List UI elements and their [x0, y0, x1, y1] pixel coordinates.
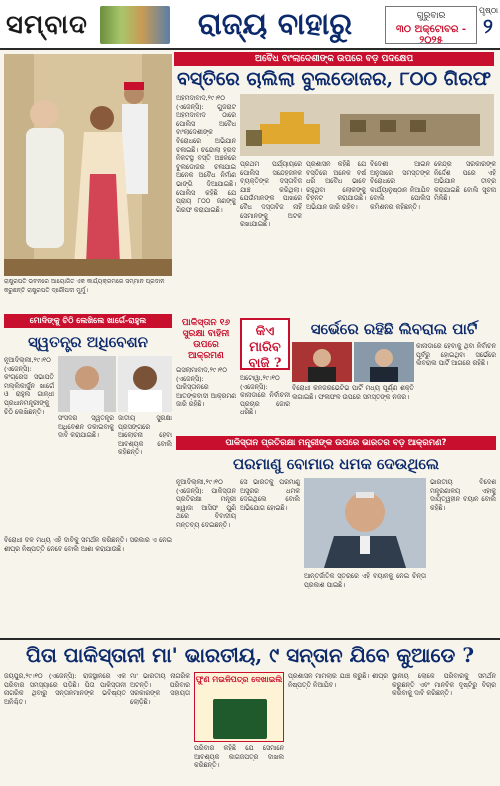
rahul-photo[interactable]	[58, 356, 116, 412]
lead-photo[interactable]	[4, 54, 172, 276]
liberal-photo-1[interactable]	[292, 342, 352, 382]
liberal-photo-2[interactable]	[354, 342, 414, 382]
lead-column-e: କେନ୍ଦ୍ର ସରକାରଙ୍କ ନିର୍ଦ୍ଦେଶ ପରେ ଏହି ଅଭିଯାନ ତୀବ୍ର କରାଯାଇଛି ବୋଲି ସୂଚନା ମିଳିଛି।	[434, 160, 496, 203]
who-will-win-box	[240, 318, 290, 370]
lead-column-b: ପ୍ରଥମ ପର୍ଯ୍ୟାୟରେ ପୋଲିସ ସନ୍ଦେହଜନକ ବ୍ୟକ୍ତିଙ୍କ ଦସ୍ତାବିଜ ଯାଞ୍ଚ କରିଥିଲା। ଯେଉଁମାନଙ୍କ ପାଖରେ ବୈଧ ଦସ୍ତାବିଜ ନାହିଁ ସେମାନଙ୍କୁ ଅଟକ ରଖାଯାଇଛି।	[240, 160, 302, 229]
modi-column-3: ଜାତୀୟ ସୁରକ୍ଷା ପ୍ରସଙ୍ଗରେ ଆଲୋଚନା ହେବା ଆବଶ୍ୟକ ବୋଲି କହିଛନ୍ତି।	[118, 414, 172, 457]
bottom-column-5: ସ୍ଥାନୀୟ ଲୋକେ ପରିବାରକୁ ସମର୍ଥନ କରୁଛନ୍ତି ଏବଂ ମାନବିକ ଦୃଷ୍ଟିରୁ ବିଚାର କରିବାକୁ ଦାବି କରିଛନ୍ତି।	[392, 672, 496, 698]
modi-column-4: ବିରୋଧୀ ଦଳ ମଧ୍ୟ ଏହି ଦାବିକୁ ସମର୍ଥନ କରିଛନ୍ତି। ସରକାର ଏ ନେଇ ଶୀଘ୍ର ନିଷ୍ପତ୍ତି ନେବେ ବୋଲି ଆଶା କରାଯାଉଛି।	[4, 536, 172, 553]
liberal-column-f: କାନାଡାରେ ହେବାକୁ ଥିବା ନିର୍ବାଚନ ପୂର୍ବରୁ ହୋଇଥିବା ସର୍ଭେରେ ଲିବରାଲ ପାର୍ଟି ଆଗରେ ରହିଛି।	[416, 342, 496, 368]
bottom-column-2: ମା' ଭାରତୀୟ ନାଗରିକ ଅଟନ୍ତି। ପରିବାର ସରକାରଙ୍କ ସହାୟତା ଲୋଡ଼ିଛି।	[130, 672, 190, 706]
lead-headline[interactable]: ବସ୍ତିରେ ଚାଲିଲା ବୁଲଡୋଜର, ୮୦୦ ଗିରଫ	[176, 68, 492, 90]
nuke-kicker: ପାକିସ୍ତାନ ପ୍ରତିରକ୍ଷା ମନ୍ତ୍ରୀଙ୍କ ଉପରେ ଭାରତର ବଡ଼ ଆକ୍ରମଣ?	[176, 436, 496, 450]
page-label-text: ପୃଷ୍ଠା	[479, 6, 499, 15]
masthead	[0, 0, 500, 50]
lead-photo-caption: ରାଷ୍ଟ୍ରପତି ଭବନରେ ଆୟୋଜିତ ଏକ କାର୍ଯ୍ୟକ୍ରମରେ ସମ୍ମାନ ପ୍ରଦାନ କରୁଛନ୍ତି ରାଷ୍ଟ୍ରପତି ଦ୍ରୌପଦୀ ମୁର୍ମୁ।	[4, 278, 165, 294]
pak-attack-body: ଇସଲାମାବାଦ,୨୯।୧୦ (ଏଜେନ୍ସି): ପାକିସ୍ତାନରେ ଆତଙ୍କବାଦୀ ଆକ୍ରମଣ ଜାରି ରହିଛି।	[176, 366, 236, 409]
asif-photo[interactable]	[304, 478, 426, 568]
modi-column-2: ସଂସଦର ସ୍ୱତନ୍ତ୍ର ଅଧିବେଶନ ଡକାଇବାକୁ ଦାବି କରାଯାଇଛି।	[58, 414, 114, 440]
bottom-column-3: ପରିବାର କହିଛି ଯେ ସେମାନେ ଆବଶ୍ୟକ କାଗଜପତ୍ର ଦାଖଲ କରିଛନ୍ତି।	[194, 744, 284, 770]
passport-box	[194, 672, 284, 742]
asif-photo-illustration	[304, 478, 426, 568]
liberal-photo-1-illustration	[292, 342, 352, 382]
date-box	[385, 6, 477, 44]
date-day: ଗୁରୁବାର	[416, 11, 446, 21]
masthead-photo-strip	[100, 6, 170, 44]
nuke-column-3: ଭାରତୀୟ ବିଦେଶ ମନ୍ତ୍ରଣାଳୟ ଏହାକୁ ଦାୟିତ୍ୱହୀନ ବୟାନ ବୋଲି କହିଛି।	[430, 478, 496, 512]
liberal-headline[interactable]: ସର୍ଭେରେ ରହିଛି ଲିବରାଲ ପାର୍ଟି	[310, 320, 478, 338]
bottom-headline[interactable]: ପିତା ପାକିସ୍ତାନୀ ମା' ଭାରତୀୟ, ୯ ସନ୍ତାନ ଯିବେ କୁଆଡେ ?	[25, 643, 475, 667]
nuke-column-2: ସେ ଭାରତକୁ ପରମାଣୁ ଅସ୍ତ୍ରର ଧମକ ଦେଇଥିଲେ ବୋଲି ଅଭିଯୋଗ ହୋଇଛି।	[240, 478, 300, 512]
nuke-column-1: ନୂଆଦିଲ୍ଲୀ,୨୯।୧୦ (ଏଜେନ୍ସି): ପାକିସ୍ତାନ ପ୍ରତିରକ୍ଷା ମନ୍ତ୍ରୀ ଖ୍ୱାଜା ଆସିଫ ପୁଣି ଥରେ ବିବାଦୀୟ ମନ୍ତବ୍ୟ ଦେଇଛନ୍ତି।	[176, 478, 236, 529]
kharge-photo-illustration	[118, 356, 172, 412]
date-date: ୩୦ ଅକ୍ଟୋବର - ୨୦୨୫	[395, 24, 467, 46]
nuke-headline[interactable]: ପରମାଣୁ ବୋମାର ଧମକ ଦେଉଥିଲେ	[233, 455, 439, 473]
pak-attack-headline[interactable]: ପାକିସ୍ତାନ ୧୬ ସୁରକ୍ଷା ବାହିନୀ ଉପରେ ଆକ୍ରମଣ	[181, 318, 231, 361]
modi-kicker: ମୋଦିଙ୍କୁ ଚିଠି ଲେଖିଲେ ଖାର୍ଗେ-ରାହୁଲ	[4, 314, 172, 328]
lead-kicker: ଅବୈଧ ବାଂଲାଦେଶୀଙ୍କ ଉପରେ ବଡ଼ ପଦକ୍ଷେପ	[174, 52, 494, 66]
bottom-column-1: ଜୟପୁର,୨୯।୧୦ (ଏଜେନ୍ସି): ରାଜସ୍ଥାନରେ ଏକ ପରିବାର ସମସ୍ୟାରେ ପଡ଼ିଛି। ପିତା ପାକିସ୍ତାନୀ ନାଗରିକ ଥିବାରୁ ସନ୍ତାନମାନଙ୍କ ଭବିଷ୍ୟତ ଅନିଶ୍ଚିତ।	[4, 672, 126, 706]
newspaper-logo[interactable]	[6, 6, 96, 44]
liberal-photo-2-illustration	[354, 342, 414, 382]
rahul-photo-illustration	[58, 356, 116, 412]
lead-photo-illustration	[4, 54, 172, 276]
passport-label: ଫୁଣ ମଇଳିପତ୍ର ଦେଖାଇଲି	[195, 675, 283, 684]
bottom-column-4: ପ୍ରଶାସନ ମାମଲାର ଯାଞ୍ଚ କରୁଛି। ଶୀଘ୍ର ନିଷ୍ପତ୍ତି ନିଆଯିବ।	[288, 672, 388, 689]
modi-headline[interactable]: ସ୍ୱତନ୍ତ୍ର ଅଧିବେଶନ	[28, 333, 148, 351]
modi-column-1: ନୂଆଦିଲ୍ଲୀ,୨୯।୧୦ (ଏଜେନ୍ସି): କଂଗ୍ରେସ ସଭାପତି ମଲ୍ଲିକାର୍ଜୁନ ଖାର୍ଗେ ଓ ରାହୁଲ ଗାନ୍ଧୀ ପ୍ରଧାନମନ୍ତ୍ରୀଙ୍କୁ ଚିଠି ଲେଖିଛନ୍ତି।	[4, 356, 54, 416]
kharge-photo[interactable]	[118, 356, 172, 412]
bulldozer-illustration	[240, 94, 494, 156]
liberal-column-g: ଅଟୋୱା,୨୯।୧୦ (ଏଜେନ୍ସି): କାନାଡାରେ ନିର୍ବାଚନୀ ପ୍ରଚାର ଜୋର ଧରିଛି।	[240, 374, 290, 417]
section-title: ରାଜ୍ୟ ବାହାରୁ	[197, 7, 353, 42]
lead-photo-bulldozer[interactable]	[240, 94, 494, 156]
passport-icon	[213, 699, 267, 739]
lead-column-d: ବିଦେଶୀ ଆଇନ ଅନୁସାରେ ସମସ୍ତଙ୍କ ବିରୋଧରେ କାର୍ଯ୍ୟାନୁଷ୍ଠାନ ନିଆଯିବ ବୋଲି ପୋଲିସ କମିଶନର କହିଛନ୍ତି।	[370, 160, 430, 211]
lead-column-c: ପ୍ରଶାସନ କହିଛି ଯେ ବସ୍ତିରେ ଅନେକ ବର୍ଷ ଧରି ଅବୈଧ ଭାବେ ରହୁଥିବା ଲୋକଙ୍କୁ ଚିହ୍ନଟ କରାଯାଉଛି। ଅଭିଯାନ ଜାରି ରହିବ।	[306, 160, 366, 211]
section-divider	[0, 638, 500, 640]
page-label	[479, 6, 497, 44]
liberal-column-h: ବିରୋଧୀ କନଜରଭେଟିଭ ପାର୍ଟି ମଧ୍ୟ ପୂର୍ଣ୍ଣ ଶକ୍ତି ଲଗାଇଛି। ଫଳାଫଳ ଉପରେ ସମସ୍ତଙ୍କ ନଜର।	[292, 384, 414, 401]
lead-column-a: ଅହମଦାବାଦ,୨୯।୧୦ (ଏଜେନ୍ସି): ଗୁଜରାଟ ଅହମଦାବାଦ ଠାରେ ପୋଲିସ ଅବୈଧ ବାଂଲାଦେଶୀଙ୍କ ବିରୋଧରେ ଅଭିଯାନ ଚଳାଇଛି। ଚନ୍ଦୋଲା ହ୍ରଦ ନିକଟସ୍ଥ ବସ୍ତି ଅଞ୍ଚଳରେ ବୁଲଡୋଜର ଚଳାଯାଇ ଅନେକ ଅବୈଧ ନିର୍ମାଣ ଭାଙ୍ଗି ଦିଆଯାଇଛି। ପୋଲିସ କହିଛି ଯେ ପ୍ରାୟ ୮୦୦ ଜଣଙ୍କୁ ଗିରଫ କରାଯାଇଛି।	[176, 94, 236, 214]
logo-text: ସମ୍ବାଦ	[6, 10, 88, 40]
nuke-column-4: ଆନ୍ତର୍ଜାତିକ ସ୍ତରରେ ଏହି ବୟାନକୁ ନେଇ ଚିନ୍ତା ପ୍ରକାଶ ପାଇଛି।	[304, 572, 426, 589]
page-number: ୨	[483, 14, 493, 38]
who-will-win-text: କିଏ ମାରିବ ବାଜି ?	[248, 324, 282, 371]
